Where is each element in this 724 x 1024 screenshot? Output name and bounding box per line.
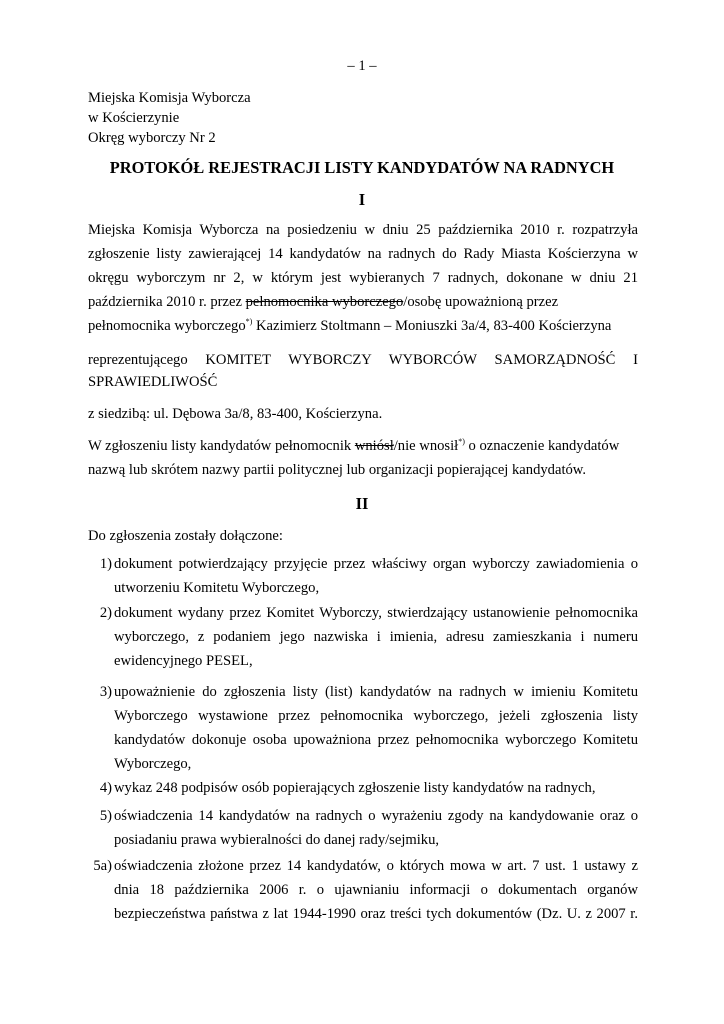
list-intro: Do zgłoszenia zostały dołączone: (88, 528, 283, 544)
list-item-line: dokument potwierdzający przyjęcie przez właściwy organ wyborczy zawiadomienia o (114, 556, 638, 572)
list-item-line: Wyborczego wystawione przez pełnomocnika wyborczego, jeżeli zgłoszenia listy (114, 708, 638, 724)
header-city: w Kościerzynie (88, 110, 180, 126)
paragraph-line: Miejska Komisja Wyborcza na posiedzeniu w dniu 25 października 2010 r. rozpatrzyła (88, 222, 638, 238)
footnote-mark: *) (245, 317, 253, 326)
text-part: Kazimierz Stoltmann – Moniuszki 3a/4, 83-400 Kościerzyna (252, 318, 612, 334)
struck-text: pełnomocnika wyborczego (245, 294, 404, 310)
list-item-line: upoważnienie do zgłoszenia listy (list) kandydatów na radnych w imieniu Komitetu (114, 684, 638, 700)
list-item-line: bezpieczeństwa państwa z lat 1944-1990 oraz treści tych dokumentów (Dz. U. z 2007 r. (114, 906, 638, 922)
text-part: /nie wnosił (393, 438, 459, 454)
header-commission: Miejska Komisja Wyborcza (88, 90, 251, 106)
list-item-line: wyborczego, z podaniem jego nazwiska i imienia, adresu zamieszkania i numeru (114, 629, 638, 645)
list-item-line: wykaz 248 podpisów osób popierających zgłoszenie listy kandydatów na radnych, (114, 780, 596, 796)
paragraph-line: reprezentującego KOMITET WYBORCZY WYBORCÓW SAMORZĄDNOŚĆ I (88, 352, 638, 368)
list-item-line: ewidencyjnego PESEL, (114, 653, 253, 669)
text-part: o oznaczenie kandydatów (464, 438, 620, 454)
list-item-line: kandydatów dokonuje osoba upoważniona przez pełnomocnika wyborczego Komitetu (114, 732, 638, 748)
document-title: PROTOKÓŁ REJESTRACJI LISTY KANDYDATÓW NA RADNYCH (109, 158, 615, 177)
text-part: pełnomocnika wyborczego (88, 318, 246, 334)
paragraph-line (88, 318, 611, 335)
list-item-line: dokument wydany przez Komitet Wyborczy, stwierdzający ustanowienie pełnomocnika (114, 605, 638, 621)
list-item-line: utworzeniu Komitetu Wyborczego, (114, 580, 320, 596)
list-item-line: Wyborczego, (114, 756, 192, 772)
paragraph-line: z siedzibą: ul. Dębowa 3a/8, 83-400, Kościerzyna. (88, 406, 383, 422)
struck-text: wniósł (354, 438, 394, 454)
footnote-mark: *) (458, 437, 465, 446)
list-item-number: 3) (99, 684, 112, 700)
list-item-line: posiadaniu prawa wybieralności do danej rady/sejmiku, (114, 832, 440, 848)
section-1-heading: I (358, 190, 366, 209)
list-item-number: 5) (99, 808, 112, 824)
section-2-heading: II (355, 494, 369, 513)
page-number: – 1 – (347, 58, 377, 74)
text-part: /osobę upoważnioną przez (403, 294, 559, 310)
header-district: Okręg wyborczy Nr 2 (88, 130, 216, 146)
text-segment (88, 438, 619, 455)
text-part: października 2010 r. przez (88, 294, 246, 310)
list-item-line: dnia 18 października 2006 r. o ujawnianiu informacji o dokumentach organów (114, 882, 638, 898)
paragraph-line: nazwą lub skrótem nazwy partii politycznej lub organizacji popierającej kandydatów. (88, 462, 587, 478)
paragraph-line: okręgu wyborczym nr 2, w którym jest wybieranych 7 radnych, dokonane w dniu 21 (88, 270, 638, 286)
paragraph-line: SPRAWIEDLIWOŚĆ (88, 374, 218, 390)
list-item-line: oświadczenia złożone przez 14 kandydatów, o których mowa w art. 7 ust. 1 ustawy z (114, 858, 638, 874)
list-item-number: 1) (99, 556, 112, 572)
list-item-number: 5a) (93, 858, 112, 874)
text-part: W zgłoszeniu listy kandydatów pełnomocnik (88, 438, 355, 454)
text-segment (88, 294, 558, 311)
list-item-line: oświadczenia 14 kandydatów na radnych o wyrażeniu zgody na kandydowanie oraz o (114, 808, 638, 824)
paragraph-line (88, 438, 638, 455)
list-item-number: 4) (99, 780, 112, 796)
paragraph-line: zgłoszenie listy zawierającej 14 kandydatów na radnych do Rady Miasta Kościerzyna w (88, 246, 638, 262)
paragraph-line (88, 294, 638, 311)
list-item-number: 2) (99, 605, 112, 621)
